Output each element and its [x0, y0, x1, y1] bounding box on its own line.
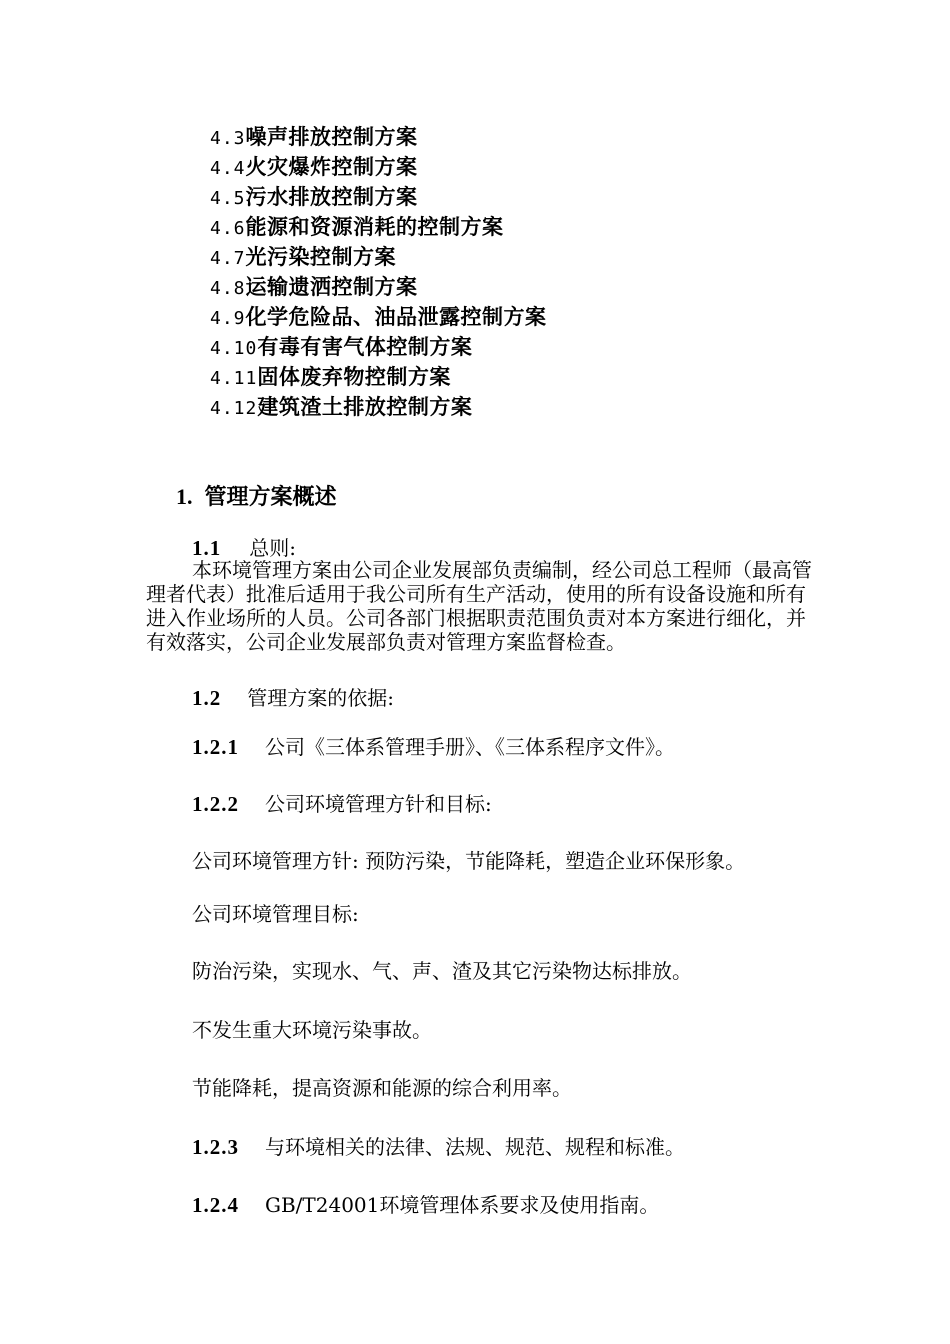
toc-item-label: 能源和资源消耗的控制方案: [245, 214, 504, 239]
toc-item: [210, 242, 547, 272]
toc-item-number: 4.9: [210, 308, 246, 329]
toc-item-label: 污水排放控制方案: [245, 184, 418, 209]
toc-item: [210, 332, 547, 362]
objective-item: 节能降耗，提高资源和能源的综合利用率。: [192, 1076, 572, 1100]
subsection-label: 管理方案的依据:: [247, 686, 394, 710]
toc-item-label: 光污染控制方案: [245, 244, 397, 269]
toc-item-number: 4.11: [210, 368, 258, 389]
toc-item-label: 有毒有害气体控制方案: [257, 334, 473, 359]
section-heading: [176, 480, 337, 511]
toc-item: [210, 212, 547, 242]
clause-text: GB/T24001环境管理体系要求及使用指南。: [265, 1193, 660, 1217]
toc-list: [210, 122, 547, 422]
toc-item: [210, 392, 547, 422]
subsection-number: 1.1: [192, 536, 222, 560]
clause-1-2-4: [192, 1189, 659, 1218]
clause-text: 与环境相关的法律、法规、规范、规程和标准。: [265, 1135, 685, 1159]
objective-item: 不发生重大环境污染事故。: [192, 1018, 432, 1042]
objective-heading: 公司环境管理目标:: [192, 902, 359, 926]
clause-1-2-3: [192, 1131, 685, 1160]
toc-item-label: 火灾爆炸控制方案: [245, 154, 418, 179]
toc-item-label: 运输遗洒控制方案: [245, 274, 418, 299]
toc-item: [210, 122, 547, 152]
toc-item-label: 化学危险品、油品泄露控制方案: [245, 304, 547, 329]
clause-1-2-1: [192, 731, 675, 760]
section-number: 1.: [176, 484, 193, 509]
objective-item: 防治污染，实现水、气、声、渣及其它污染物达标排放。: [192, 959, 692, 983]
toc-item-number: 4.3: [210, 128, 246, 149]
toc-item-label: 固体废弃物控制方案: [257, 364, 451, 389]
clause-text: 公司《三体系管理手册》、《三体系程序文件》。: [265, 735, 675, 759]
section-title: 管理方案概述: [204, 484, 337, 510]
clause-text: 公司环境管理方针和目标:: [265, 792, 492, 816]
subsection-1-2: [192, 682, 394, 711]
clause-number: 1.2.2: [192, 792, 239, 816]
subsection-label: 总则:: [249, 536, 296, 560]
general-paragraph: 本环境管理方案由公司企业发展部负责编制，经公司总工程师（最高管理者代表）批准后适用于我公司所有生产活动，使用的所有设备设施和所有进入作业场所的人员。公司各部门根据职责范围负责对本方案进行细化，并有效落实，公司企业发展部负责对管理方案监督检查。: [146, 558, 812, 654]
toc-item-number: 4.10: [210, 338, 258, 359]
toc-item: [210, 182, 547, 212]
toc-item-number: 4.7: [210, 248, 246, 269]
clause-number: 1.2.3: [192, 1135, 239, 1159]
subsection-number: 1.2: [192, 686, 222, 710]
toc-item: [210, 152, 547, 182]
clause-number: 1.2.4: [192, 1193, 239, 1217]
toc-item: [210, 362, 547, 392]
toc-item-number: 4.8: [210, 278, 246, 299]
toc-item-number: 4.4: [210, 158, 246, 179]
toc-item: [210, 302, 547, 332]
policy-paragraph: 公司环境管理方针: 预防污染，节能降耗，塑造企业环保形象。: [192, 849, 746, 873]
toc-item-label: 建筑渣土排放控制方案: [257, 394, 473, 419]
clause-1-2-2: [192, 788, 492, 817]
toc-item-number: 4.12: [210, 398, 258, 419]
subsection-1-1: [192, 532, 296, 561]
toc-item: [210, 272, 547, 302]
toc-item-label: 噪声排放控制方案: [245, 124, 418, 149]
toc-item-number: 4.5: [210, 188, 246, 209]
toc-item-number: 4.6: [210, 218, 246, 239]
clause-number: 1.2.1: [192, 735, 239, 759]
